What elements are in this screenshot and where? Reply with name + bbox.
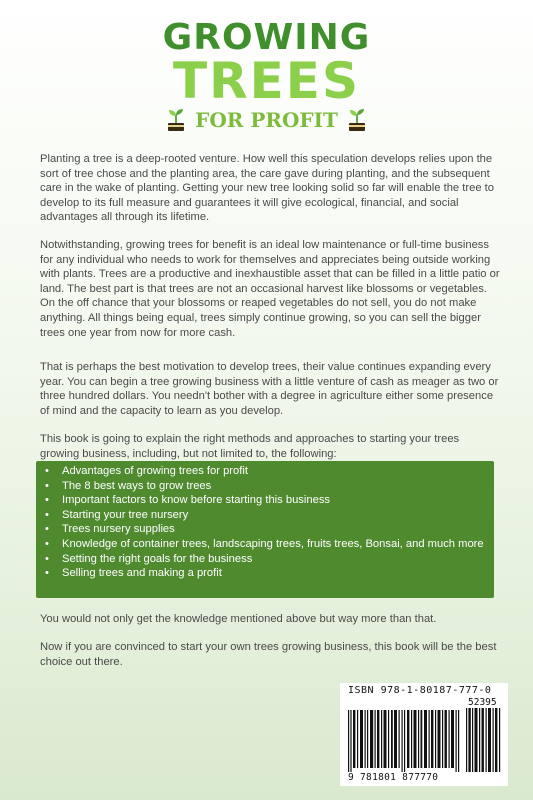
- title-trees: TREES: [173, 52, 360, 110]
- list-item: • Setting the right goals for the business: [62, 552, 486, 567]
- topics-list: [36, 461, 494, 581]
- barcode-addon-icon: [466, 708, 502, 772]
- list-item: • Knowledge of container trees, landscaping trees, fruits trees, Bonsai, and much more: [62, 537, 486, 552]
- title-for-profit: FOR PROFIT: [195, 108, 338, 132]
- barcode-main-icon: [348, 710, 460, 772]
- title-profit-row: [0, 108, 533, 132]
- paragraph-business: Notwithstanding, growing trees for benefit is an ideal low maintenance or full-time business for any individual who needs to work for themselves and appreciates being outside working with plants. Trees are a productive and inexhaustible asset that can be filled in a little patio or land. The best part is that trees are not an occasional harvest like blossoms or vegetables. On the off chance that your blossoms or reaped vegetables do not sell, you do not make anything. All things being equal, trees simply continue growing, so you can sell the bigger trees one year from now for more cash.: [40, 239, 500, 339]
- list-item: • Selling trees and making a profit: [62, 566, 486, 581]
- sprout-icon: [346, 108, 368, 132]
- list-item: • Trees nursery supplies: [62, 522, 486, 537]
- isbn-digits: 9 781801 877770: [348, 772, 439, 783]
- paragraph-book-explains: This book is going to explain the right methods and approaches to starting your trees growing business, including, but not limited to, the following:: [40, 433, 460, 460]
- price-code: 52395: [468, 697, 497, 708]
- isbn-label: ISBN 978-1-80187-777-0: [348, 685, 492, 696]
- paragraph-motivation: That is perhaps the best motivation to develop trees, their value continues expanding every year. You can begin a tree growing business with a little venture of cash as meager as two or three hundred dollars. You needn't bother with a degree in agriculture either some presence of mind and the capacity to learn as you develop.: [40, 361, 499, 417]
- book-title: [0, 18, 533, 132]
- isbn-barcode: [340, 683, 508, 786]
- topics-list-box: [36, 461, 494, 598]
- list-item: • Important factors to know before starting this business: [62, 493, 486, 508]
- list-item: • Advantages of growing trees for profit: [62, 464, 486, 479]
- list-item: • The 8 best ways to grow trees: [62, 479, 486, 494]
- sprout-icon: [165, 108, 187, 132]
- list-item: • Starting your tree nursery: [62, 508, 486, 523]
- title-growing: GROWING: [162, 17, 371, 58]
- paragraph-intro: Planting a tree is a deep-rooted venture. How well this speculation develops relies upon the sort of tree chose and the planting area, the care gave during planting, and the subsequent care in the wake of planting. Getting your new tree looking solid so far will enable the tree to develop to its full measure and guarantees it will give ecological, financial, and social advantages all through its lifetime.: [40, 153, 494, 224]
- paragraph-more-knowledge: You would not only get the knowledge mentioned above but way more than that.: [40, 613, 437, 625]
- paragraph-best-choice: Now if you are convinced to start your own trees growing business, this book will be the best choice out there.: [40, 641, 497, 668]
